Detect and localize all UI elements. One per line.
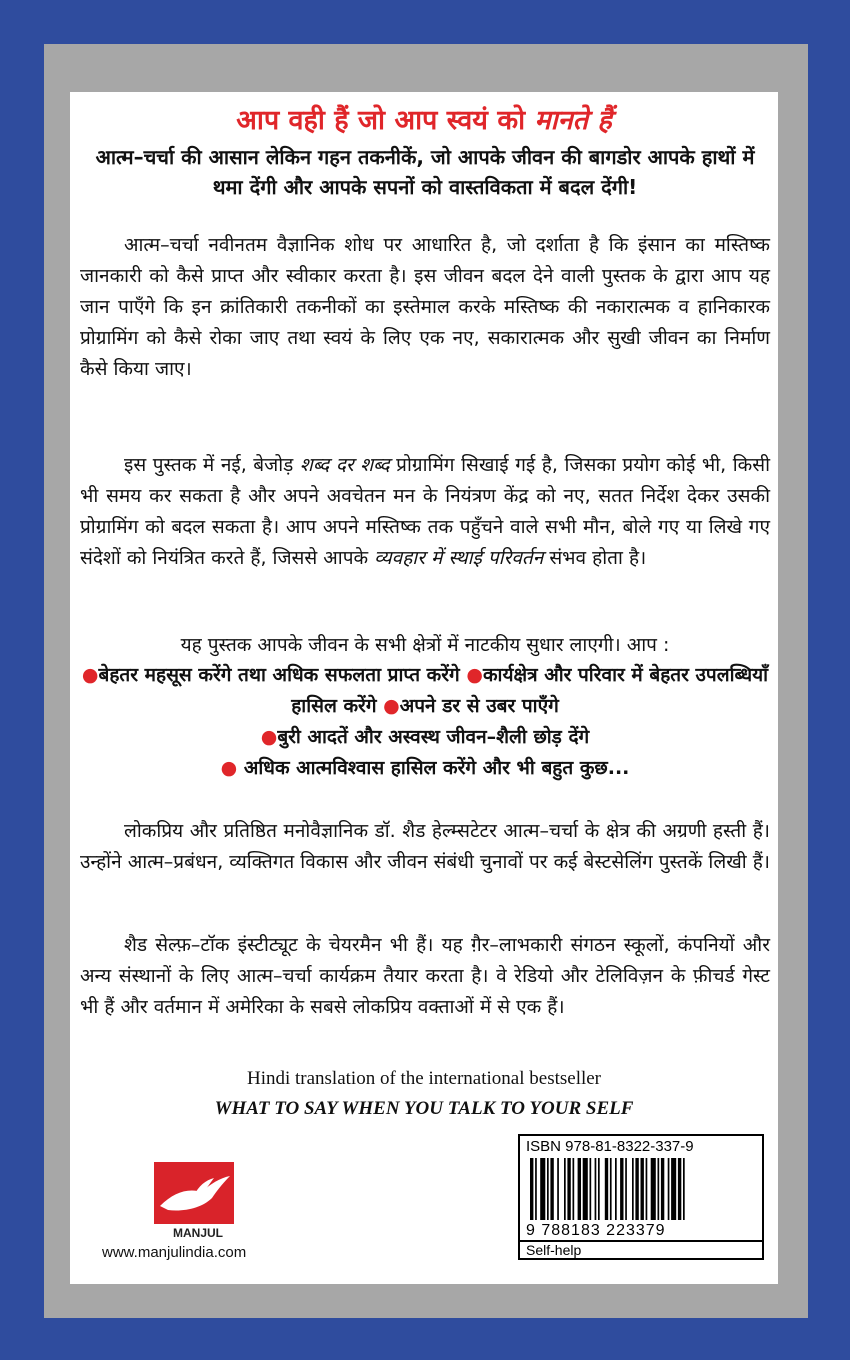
para2-text-c: प्रोग्रामिंग सिखाई गई है, जिसका प्रयोग कोई भी, किसी भी समय कर सकता है और अपने अवचेतन मन के नियंत्रण केंद्र को नए, सतत निर्देश देकर उसकी प्रोग्रामिंग को बदल सकता है। आप अपने मस्तिष्क तक पहुँचने वाले सभी मौन, बोले गए या लिखे गए संदेशों को नियंत्रित करते हैं, जिससे आपके (80, 454, 770, 569)
barcode-bar (557, 1158, 559, 1220)
barcode-bar (573, 1158, 575, 1220)
benefit-item: बुरी आदतें और अस्वस्थ जीवन–शैली छोड़ देंगे (277, 726, 590, 748)
barcode-bar (635, 1158, 638, 1220)
barcode-bar (590, 1158, 592, 1220)
bullet-dot-icon: ● (260, 726, 278, 748)
barcode-bar (535, 1158, 537, 1220)
barcode-bar (564, 1158, 566, 1220)
barcode-bar (683, 1158, 685, 1220)
barcode-bar (598, 1158, 600, 1220)
barcode-bar (550, 1158, 553, 1220)
barcode-bar (615, 1158, 617, 1220)
benefit-line-1 (80, 660, 770, 722)
barcode-bar (567, 1158, 570, 1220)
benefit-line-3 (80, 753, 770, 784)
benefit-item: अपने डर से उबर पाएँगे (399, 695, 559, 717)
barcode-bar (530, 1158, 533, 1220)
barcode-bar (668, 1158, 670, 1220)
benefit-line-2 (80, 722, 770, 753)
benefit-item: बेहतर महसूस करेंगे तथा अधिक सफलता प्राप्त करेंगे (98, 664, 460, 686)
barcode-icon (524, 1158, 758, 1220)
paragraph-intro: आत्म–चर्चा नवीनतम वैज्ञानिक शोध पर आधारित है, जो दर्शाता है कि इंसान का मस्तिष्क जानकारी को कैसे प्राप्त और स्वीकार करता है। इस जीवन बदल देने वाली पुस्तक के द्वारा आप यह जान पाएँगे कि इन क्रांतिकारी तकनीकों का इस्तेमाल करके मस्तिष्क की नकारात्मक व हानिकारक प्रोग्रामिंग को कैसे रोका जाए तथा स्वयं के लिए एक नए, सकारात्मक और सुखी जीवन का निर्माण कैसे किया जाए। (80, 234, 770, 380)
barcode-bar (678, 1158, 681, 1220)
bullet-dot-icon: ● (220, 757, 238, 779)
barcode-bar (583, 1158, 588, 1220)
barcode-bar (632, 1158, 634, 1220)
barcode-bar (547, 1158, 549, 1220)
english-title: WHAT TO SAY WHEN YOU TALK TO YOUR SELF (214, 1098, 634, 1119)
barcode-bar (595, 1158, 597, 1220)
translation-note: Hindi translation of the international bestseller (246, 1068, 602, 1089)
headline-part1: आप वही हैं जो आप स्वयं को (236, 105, 535, 136)
para2-italic-b: शब्द दर शब्द (299, 454, 390, 476)
paragraph-author: लोकप्रिय और प्रतिष्ठित मनोवैज्ञानिक डॉ. शैड हेल्म्सटेटर आत्म–चर्चा के क्षेत्र की अग्रणी हस्ती हैं। उन्होंने आत्म–प्रबंधन, व्यक्तिगत विकास और जीवन संबंधी चुनावों पर कई बेस्टसेलिंग पुस्तकें लिखी हैं। (80, 820, 770, 873)
publisher-logo-icon (154, 1162, 234, 1234)
para2-italic-d: व्यवहार में स्थाई परिवर्तन (374, 547, 544, 569)
paragraph-programming (80, 450, 770, 574)
bullet-dot-icon: ● (81, 664, 99, 686)
barcode-bar (661, 1158, 664, 1220)
barcode-bar (578, 1158, 581, 1220)
bullet-dot-icon: ● (466, 664, 483, 686)
para2-text-e: संभव होता है। (543, 547, 647, 569)
barcode-bar (605, 1158, 608, 1220)
barcode-box (518, 1134, 764, 1260)
benefit-item: कार्यक्षेत्र और परिवार में बेहतर उपलब्धियाँ हासिल करेंगे (291, 664, 769, 717)
barcode-bar (671, 1158, 676, 1220)
para2-text-a: इस पुस्तक में नई, बेजोड़ (124, 454, 300, 476)
barcode-bar (651, 1158, 656, 1220)
benefit-item: अधिक आत्मविश्वास हासिल करेंगे और भी बहुत कुछ... (243, 757, 630, 779)
bullet-dot-icon: ● (383, 695, 400, 717)
paragraph-institute: शैड सेल्फ़–टॉक इंस्टीट्यूट के चेयरमैन भी हैं। यह ग़ैर–लाभकारी संगठन स्कूलों, कंपनियों और अन्य संस्थानों के लिए आत्म–चर्चा कार्यक्रम तैयार करता है। वे रेडियो और टेलिविज़न के फ़ीचर्ड गेस्ट भी हैं और वर्तमान में अमेरिका के सबसे लोकप्रिय वक्ताओं में से एक हैं। (80, 934, 770, 1018)
publisher-name: MANJUL (173, 1226, 223, 1240)
barcode-bar (646, 1158, 648, 1220)
barcode-bar (610, 1158, 612, 1220)
headline-emphasis: मानते हैं (534, 105, 612, 136)
headline (70, 104, 778, 138)
barcode-bar (641, 1158, 644, 1220)
category-label: Self-help (520, 1240, 762, 1258)
barcode-bar (620, 1158, 623, 1220)
subheading: आत्म–चर्चा की आसान लेकिन गहन तकनीकें, जो आपके जीवन की बागडोर आपके हाथों में थमा देंगी और आपके सपनों को वास्तविकता में बदल देंगी! (95, 145, 755, 199)
benefits-lead: यह पुस्तक आपके जीवन के सभी क्षेत्रों में नाटकीय सुधार लाएगी। आप : (180, 634, 670, 656)
back-cover-panel (70, 92, 778, 1284)
barcode-bar (658, 1158, 660, 1220)
barcode-digits: 9 788183 223379 (526, 1222, 666, 1239)
barcode-bar (540, 1158, 545, 1220)
barcode-bar (625, 1158, 627, 1220)
publisher-url: www.manjulindia.com (102, 1244, 247, 1261)
benefits-list (80, 660, 770, 784)
isbn-text: ISBN 978-81-8322-337-9 (526, 1138, 694, 1155)
